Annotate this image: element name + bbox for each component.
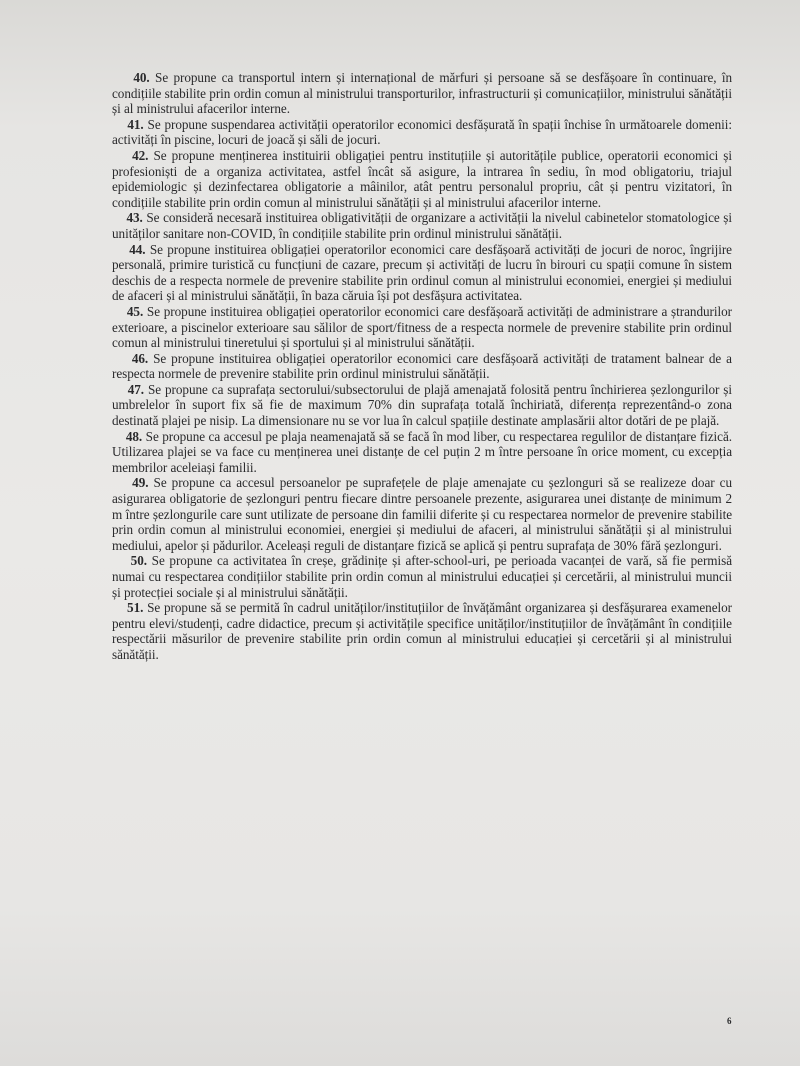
paragraph-text: Se propune ca transportul intern și internațional de mărfuri și persoane să se desfășoare în continuare, în condițiile stabilite prin ordin comun al ministrului transporturilor, infrastructurii și comunicațiilor, ministrului sănătății și al ministrului afacerilor interne. [112, 70, 732, 117]
paragraph-number: 50. [130, 553, 147, 569]
paragraph-48 [112, 429, 732, 476]
paragraph-text: Se propune suspendarea activității operatorilor economici desfășurată în spații închise în următoarele domenii: activități în piscine, locuri de joacă și săli de jocuri. [112, 116, 732, 148]
paragraph-number: 47. [127, 381, 145, 397]
paragraph-51 [112, 600, 732, 662]
paragraph-49 [112, 475, 732, 553]
paragraph-number: 45. [126, 303, 144, 319]
paragraph-42 [112, 148, 732, 210]
paragraph-44 [112, 242, 732, 304]
document-body [112, 70, 732, 663]
paragraph-number: 40. [133, 70, 150, 85]
paragraph-number: 51. [127, 600, 144, 616]
paragraph-text: Se consideră necesară instituirea obligativității de organizare a activității la nivelul cabinetelor stomatologice și unităților sanitare non-COVID, în condițiile stabilite prin ordinul ministrului sănătății. [112, 210, 732, 241]
page-number: 6 [727, 1016, 732, 1026]
paragraph-text: Se propune instituirea obligației operatorilor economici care desfășoară activități de tratament balnear de a respecta normele de prevenire stabilite prin ordinul ministrului sănătății. [112, 350, 732, 382]
paragraph-number: 42. [132, 147, 149, 163]
paragraph-41 [112, 117, 732, 148]
paragraph-number: 44. [129, 241, 146, 257]
paragraph-number: 48. [125, 428, 143, 444]
paragraph-47 [112, 382, 732, 429]
paragraph-text: Se propune ca activitatea în creșe, grădinițe și after-school-uri, pe perioada vacanței de vară, să fie permisă numai cu respectarea condițiilor stabilite prin ordin comun al ministrului educației și cercetării, al ministrului muncii și protecției sociale și al ministrului sănătății. [112, 553, 732, 600]
paragraph-number: 46. [131, 350, 149, 366]
paragraph-text: Se propune menținerea instituirii obligației pentru instituțiile și autoritățile publice, operatorii economici și profesioniști de a organiza activitatea, astfel încât să asigure, la intrarea în sediu, în mod obligatoriu, triajul epidemiologic și dezinfectarea obligatorie a mâinilor, atât pentru personalul propriu, cât și pentru vizitatori, în condițiile stabilite prin ordin comun al ministrului sănătății și al ministrului afacerilor interne. [112, 147, 733, 210]
paragraph-text: Se propune instituirea obligației operatorilor economici care desfășoară activități de administrare a ștrandurilor exterioare, a piscinelor exterioare sau sălilor de sport/fitness de a respecta normele de prevenire stabilite prin ordinul comun al ministrului tineretului și sportului și al ministrului sănătății. [112, 303, 732, 351]
paragraph-number: 49. [132, 475, 149, 491]
paragraph-number: 41. [127, 116, 144, 132]
paragraph-text: Se propune să se permită în cadrul unităților/instituțiilor de învățământ organizarea și desfășurarea examenelor pentru elevi/studenți, cadre didactice, precum și activitățile specifice unităților/instituțiilor de învățământ în condițiile respectării măsurilor de prevenire stabilite prin ordin comun al ministrului educației și cercetării și al ministrului sănătății. [112, 600, 732, 662]
paragraph-number: 43. [126, 210, 143, 226]
paragraph-43 [112, 210, 732, 241]
paragraph-text: Se propune ca accesul persoanelor pe suprafețele de plaje amenajate cu șezlonguri să se realizeze doar cu asigurarea obligatorie de șezlonguri pentru fiecare dintre persoanele prezente, asigurarea unei distanțe de minimum 2 m între șezlongurile care sunt utilizate de persoane din familii diferite și cu respectarea normelor de prevenire stabilite prin ordin comun al ministrului economiei, energiei și mediului de afaceri, al ministrului sănătății și al ministrului mediului, apelor și pădurilor. Aceleași reguli de distanțare fizică se aplică și pentru suprafața de 30% fără șezlonguri. [112, 475, 732, 553]
paragraph-text: Se propune instituirea obligației operatorilor economici care desfășoară activități de jocuri de noroc, îngrijire personală, primire turistică cu funcțiuni de cazare, precum și activități de lucru în birouri cu spații comune în sistem deschis de a respecta normele de prevenire stabilite prin ordinul comun al ministrului economiei, energiei și mediului de afaceri și al ministrului sănătății, în baza căruia își pot desfășura activitatea. [112, 241, 732, 304]
paragraph-text: Se propune ca accesul pe plaja neamenajată să se facă în mod liber, cu respectarea regulilor de distanțare fizică. Utilizarea plajei se va face cu menținerea unei distanțe de cel puțin 2 m între persoane în orice moment, cu excepția membrilor aceleiași familii. [112, 428, 732, 475]
paragraph-40 [112, 70, 732, 117]
paragraph-50 [112, 553, 732, 600]
paragraph-46 [112, 351, 732, 382]
paragraph-text: Se propune ca suprafața sectorului/subsectorului de plajă amenajată folosită pentru închirierea șezlongurilor și umbrelelor în suport fix să fie de maximum 70% din suprafața totală închiriată, diferența reprezentând-o zona destinată plajei pe nisip. La dimensionare nu se vor lua în calcul spațiile destinate amplasării altor dotări de pe plajă. [112, 381, 732, 429]
paragraph-45 [112, 304, 732, 351]
